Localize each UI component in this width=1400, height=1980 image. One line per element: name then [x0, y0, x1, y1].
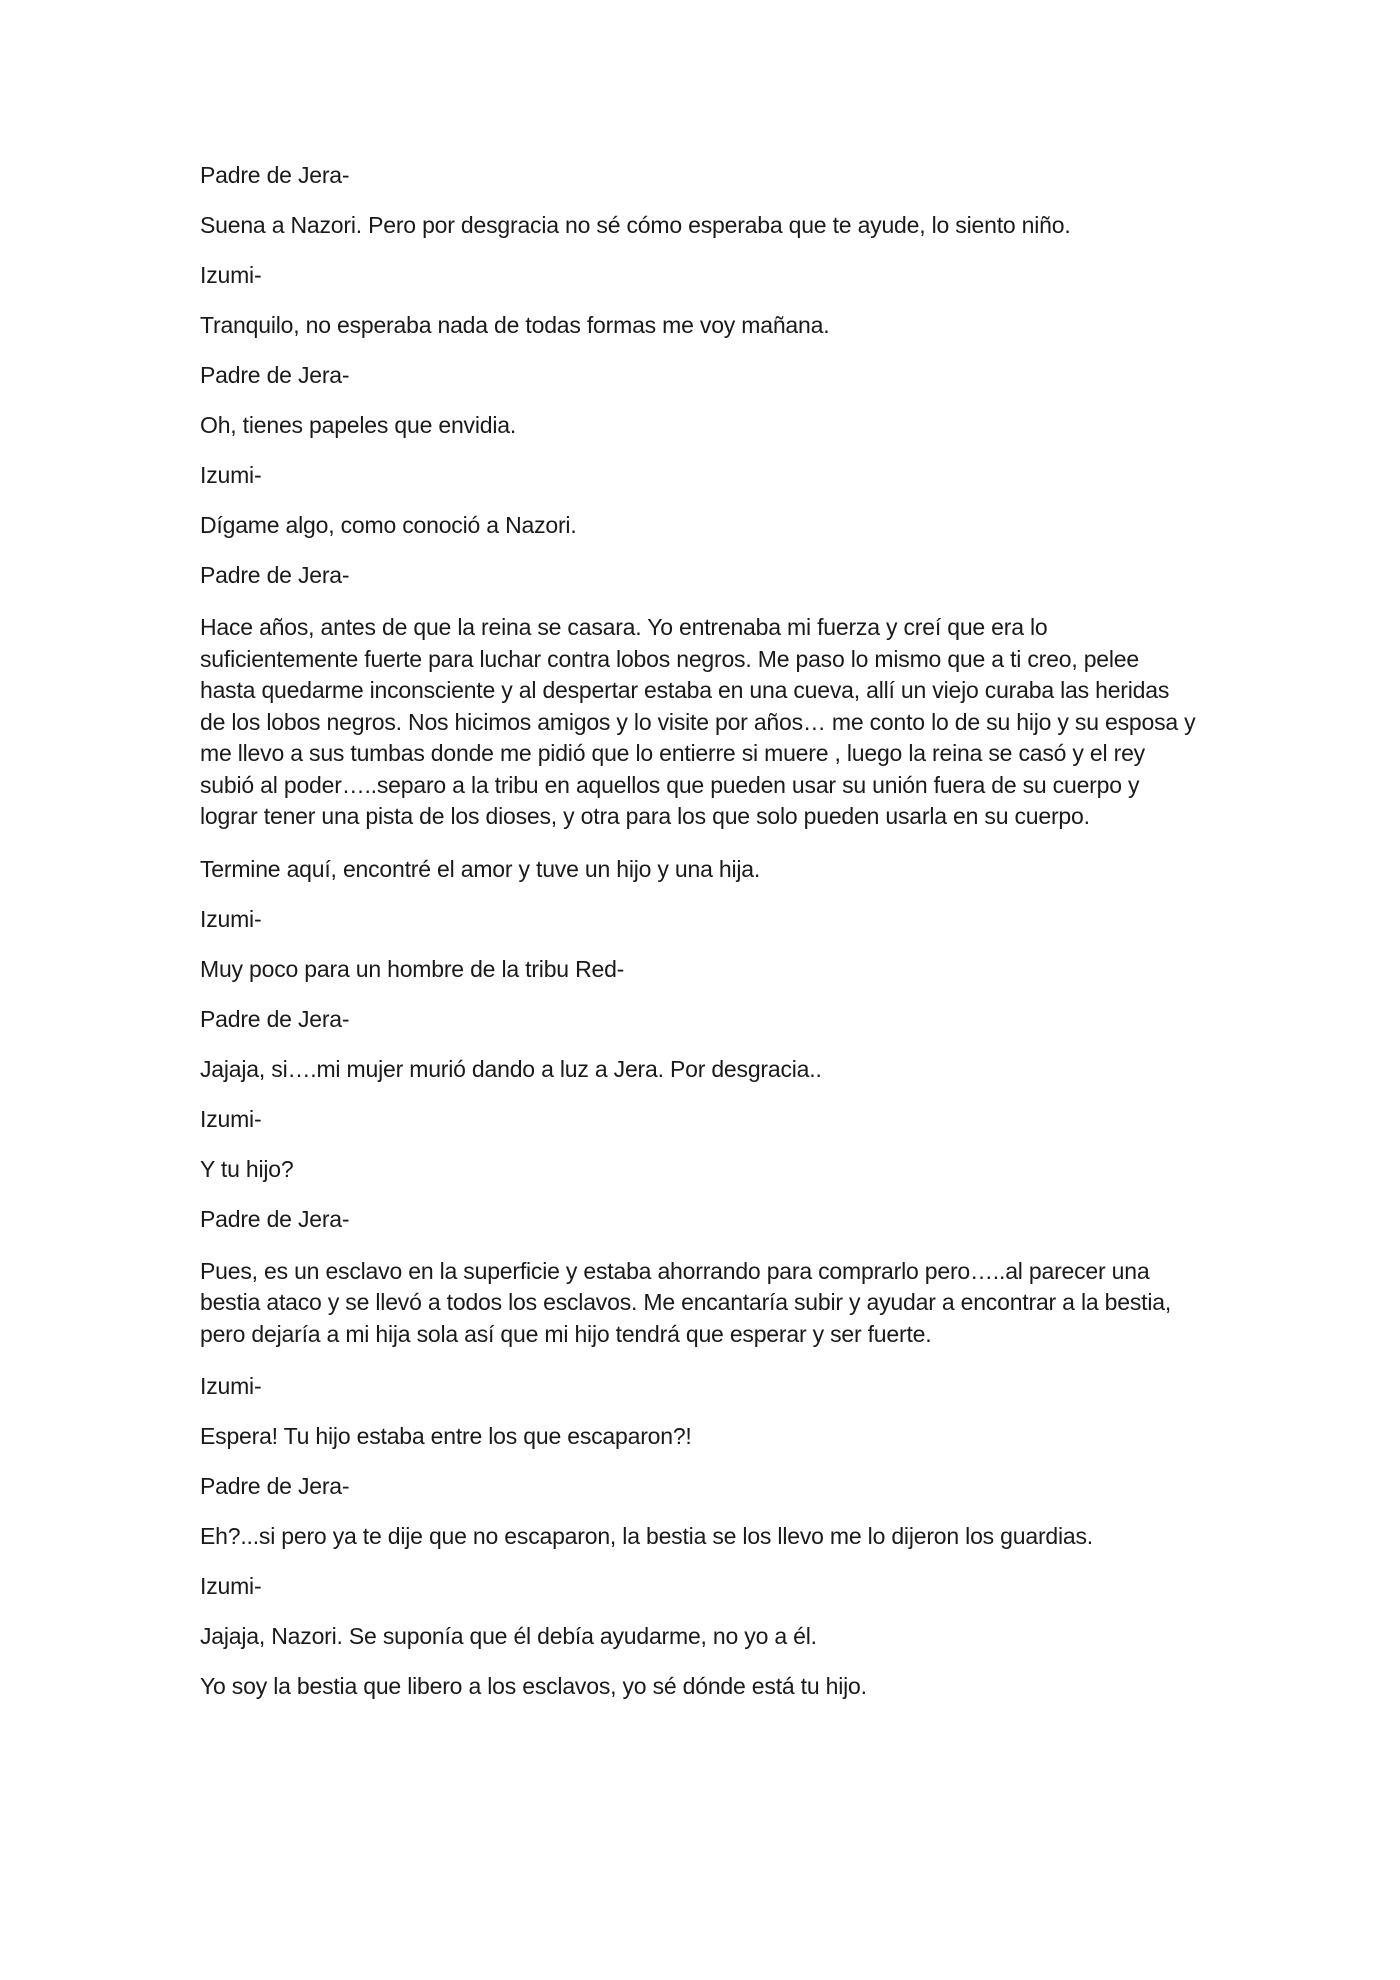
dialogue-line: Jajaja, Nazori. Se suponía que él debía ayudarme, no yo a él.: [200, 1623, 817, 1649]
speaker-label: Padre de Jera-: [200, 1205, 350, 1232]
speaker-label: Izumi-: [200, 1573, 262, 1599]
dialogue-line: Termine aquí, encontré el amor y tuve un hijo y una hija.: [200, 855, 761, 882]
speaker-label: Padre de Jera-: [200, 1473, 350, 1499]
speaker-label: Padre de Jera-: [200, 1005, 350, 1032]
dialogue-line: Eh?...si pero ya te dije que no escaparon, la bestia se los llevo me lo dijeron los guardias.: [200, 1523, 1093, 1549]
dialogue-line: Muy poco para un hombre de la tribu Red-: [200, 955, 625, 982]
dialogue-paragraph: Hace años, antes de que la reina se casara. Yo entrenaba mi fuerza y creí que era lo suficientemente fuerte para luchar contra lobos negros. Me paso lo mismo que a ti creo, pelee hasta quedarme inconsciente y al despertar estaba en una cueva, allí un viejo curaba las heridas de los lobos negros. Nos hicimos amigos y lo visite por años… me conto lo de su hijo y su esposa y me llevo a sus tumbas donde me pidió que lo entierre si muere , luego la reina se casó y el rey subió al poder…..separo a la tribu en aquellos que pueden usar su unión fuera de su cuerpo y lograr tener una pista de los dioses, y otra para los que solo pueden usarla en su cuerpo.: [200, 614, 1196, 829]
dialogue-line: Jajaja, si….mi mujer murió dando a luz a Jera. Por desgracia..: [200, 1055, 822, 1082]
dialogue-line: Espera! Tu hijo estaba entre los que escaparon?!: [200, 1423, 692, 1449]
dialogue-line: Oh, tienes papeles que envidia.: [200, 412, 517, 438]
speaker-label: Izumi-: [200, 1105, 262, 1132]
dialogue-line: Y tu hijo?: [200, 1155, 294, 1182]
dialogue-line: Suena a Nazori. Pero por desgracia no sé cómo esperaba que te ayude, lo siento niño.: [200, 212, 1071, 238]
speaker-label: Padre de Jera-: [200, 162, 350, 188]
speaker-label: Izumi-: [200, 462, 262, 488]
dialogue-body: [200, 162, 1200, 1723]
dialogue-line: Tranquilo, no esperaba nada de todas formas me voy mañana.: [200, 312, 830, 338]
dialogue-line: Dígame algo, como conoció a Nazori.: [200, 512, 577, 538]
dialogue-line: Yo soy la bestia que libero a los esclavos, yo sé dónde está tu hijo.: [200, 1673, 867, 1699]
speaker-label: Izumi-: [200, 262, 262, 288]
speaker-label: Izumi-: [200, 905, 262, 932]
speaker-label: Padre de Jera-: [200, 562, 350, 588]
speaker-label: Izumi-: [200, 1373, 262, 1399]
speaker-label: Padre de Jera-: [200, 362, 350, 388]
dialogue-paragraph: Pues, es un esclavo en la superficie y estaba ahorrando para comprarlo pero…..al parecer una bestia ataco y se llevó a todos los esclavos. Me encantaría subir y ayudar a encontrar a la bestia, pero dejaría a mi hija sola así que mi hijo tendrá que esperar y ser fuerte.: [200, 1257, 1172, 1347]
